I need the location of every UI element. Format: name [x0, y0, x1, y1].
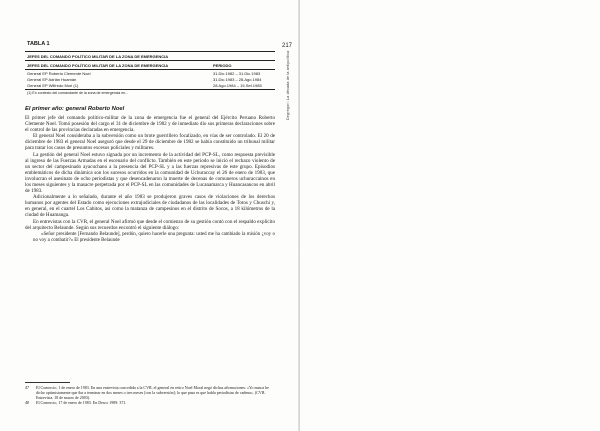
- table-cell-period: 28.Ago.1984 – 15.Set.1985: [213, 82, 262, 88]
- footnote-text: El Comercio, 17 de enero de 1983. En Desco 1989: 371.: [36, 400, 127, 405]
- table-note: (1) En contexto del comandante de la zona de emergencia en...: [25, 89, 275, 96]
- paragraph: Adicionalmente a lo señalado, durante el año 1983 se produjeron graves casos de violaciones de los derechos humanos por agentes del Estado como ejecuciones extrajudiciales de ciudadanos de las localidades de Totos y Chuschi y, en general, en el cuartel Los Cabitos, así como la matanza de campesinos en el distrito de Socos, a 18 kilómetros de la ciudad de Huamanga.: [25, 194, 275, 219]
- table-header-period: PERIODO: [213, 62, 232, 68]
- footnote-mark: 47: [25, 385, 29, 390]
- block-quote: [33, 232, 275, 244]
- table-label: TABLA 1: [27, 41, 50, 47]
- table-title: JEFES DEL COMANDO POLÍTICO MILITAR DE LA ZONA DE EMERGENCIA: [25, 51, 275, 61]
- section-title: El primer año: general Roberto Noel: [25, 105, 125, 112]
- table-cell-name: General EP Adrián Huamán: [27, 76, 77, 82]
- footnote-text: El Comercio, 1 de enero de 1983. En una entrevista concedida a la CVR, el general en retiro Noel Moral negó dichas afirmaciones: «Yo nunca he dicho optimistamente que iba a terminar en dos meses o tres meses [con la subversión]; lo que pasa es que habla periodistas de cadena». (CVR. Entrevista. 18 de marzo de 2003).: [36, 385, 269, 400]
- footnote: [25, 400, 275, 405]
- quote-text: «Señor presidente [Fernando Belaunde], perdón, quiero hacerle una pregunta: usted me ha cambiado la misión ¿voy o no voy a combatir?» El presidente Belaunde: [33, 231, 275, 243]
- footnotes: [25, 382, 275, 405]
- footnote: [25, 385, 275, 400]
- paragraph: La gestión del general Noel estuvo signada por un incremento de la actividad del PCP-SL, como respuesta previsible al ingreso de las Fuerzas Armadas en el escenario del conflicto. También en este periodo se inició el rechazo violento de un sector del campesinado ayacuchano a la presencia del PCP-SL y a las fuerzas represivas de este grupo. Episodios emblemáticos de dicha dinámica son los sucesos ocurridos en la comunidad de Uchuraccay el 26 de enero de 1983, que involucran el asesinato de ocho periodistas y que desencadenaron la muerte de decenas de comuneros uchuraccainos en los meses siguientes y la masacre perpetrada por el PCP-SL en las comunidades de Lucanamarca y Huancasancos en abril de 1983.: [25, 151, 275, 195]
- page-number: 217: [282, 43, 293, 49]
- paragraph: El primer jefe del comando político-militar de la zona de emergencia fue el general del Ejército Peruano Roberto Clemente Noel. Tomó posesión del cargo el 31 de diciembre de 1982 y de inmediato dio sus primeras declaraciones sobre el control de las provincias declaradas en emergencia.: [25, 114, 275, 134]
- table-cell-period: 31.Dic.1982 – 31.Dic.1983: [213, 70, 261, 76]
- table-cell-period: 31.Dic.1983 – 28.Ago.1984: [213, 76, 262, 82]
- left-column: [25, 41, 275, 245]
- paragraph: En entrevistas con la CVR, el general Noel afirmó que desde el comienzo de su gestión contó con el respaldo explícito del arquitecto Belaunde. Según sus recuerdos encontró el siguiente diálogo:: [25, 218, 275, 231]
- footnote-rule: [25, 382, 70, 383]
- running-head: Degregori: La década de la antipolítica: [286, 50, 290, 120]
- table-header: [25, 61, 275, 70]
- table-header-name: JEFES DEL COMANDO POLÍTICO MILITAR DE LA ZONA DE EMERGENCIA: [27, 62, 169, 68]
- right-page: [300, 0, 600, 431]
- footnote-mark: 48: [25, 400, 29, 405]
- table-cell-name: General EP Wilfredo Mori (1): [27, 82, 79, 88]
- paragraph: El general Noel consideraba a la subversión como un brote guerrillero focalizado, en vías de ser controlado. El 20 de diciembre de 1983 el general Noel aseguró que desde el 29 de diciembre de 1982 se había constituido un tribunal militar para tratar los casos de presuntos excesos policiales y militares.: [25, 133, 275, 152]
- table-cell-name: General EP Roberto Clemente Noel: [27, 70, 91, 76]
